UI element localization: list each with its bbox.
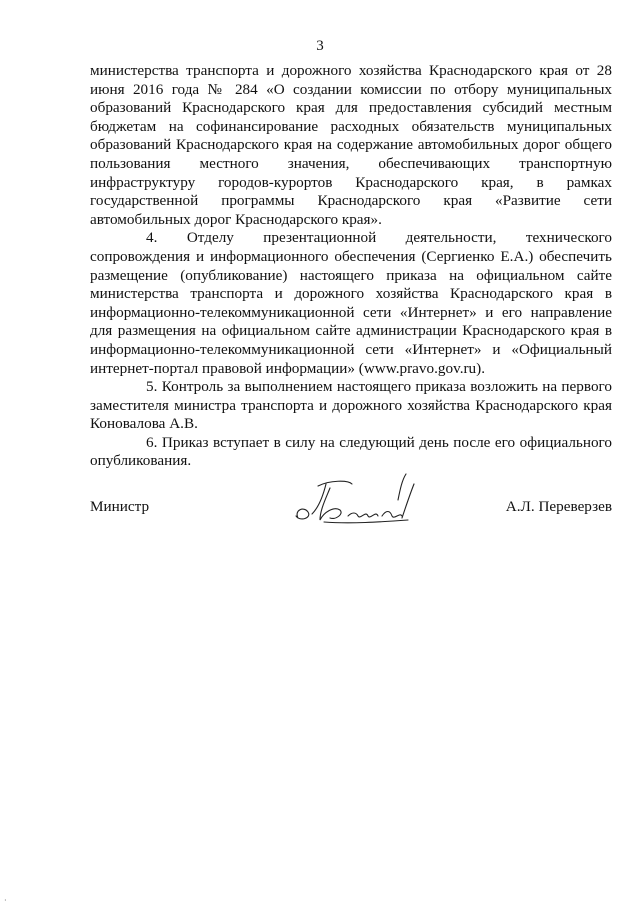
handwritten-signature	[290, 470, 440, 530]
scan-corner-mark: ·	[4, 896, 7, 905]
page-number: 3	[316, 38, 324, 54]
paragraph-item-6: 6. Приказ вступает в силу на следующий день после его официального опубликования.	[90, 433, 612, 470]
signatory-position: Министр	[90, 498, 150, 515]
paragraph-continuation: министерства транспорта и дорожного хозяйства Краснодарского края от 28 июня 2016 года № 284 «О создании комиссии по отбору муниципальных образований Краснодарского края для предоставления субсидий местным бюджетам на софинансирование расходных обязательств муниципальных образований Краснодарского края на содержание автомобильных дорог общего пользования местного значения, обеспечивающих транспортную инфраструктуру городов-курортов Краснодарского края, в рамках государственной программы Краснодарского края «Развитие сети автомобильных дорог Краснодарского края».	[90, 62, 612, 228]
signature-block	[90, 470, 612, 530]
document-body	[90, 62, 612, 471]
paragraph-item-4: 4. Отделу презентационной деятельности, технического сопровождения и информационного обеспечения (Сергиенко Е.А.) обеспечить размещение (опубликование) настоящего приказа на официальном сайте министерства транспорта и дорожного хозяйства Краснодарского края в информационно-телекоммуникационной сети «Интернет» и его направление для размещения на официальном сайте администрации Краснодарского края в информационно-телекоммуникационной сети «Интернет» и «Официальный интернет-портал правовой информации» (www.pravo.gov.ru).	[90, 229, 612, 377]
signatory-name: А.Л. Переверзев	[505, 498, 612, 515]
paragraph-item-5: 5. Контроль за выполнением настоящего приказа возложить на первого заместителя министра транспорта и дорожного хозяйства Краснодарского края Коновалова А.В.	[90, 378, 612, 433]
